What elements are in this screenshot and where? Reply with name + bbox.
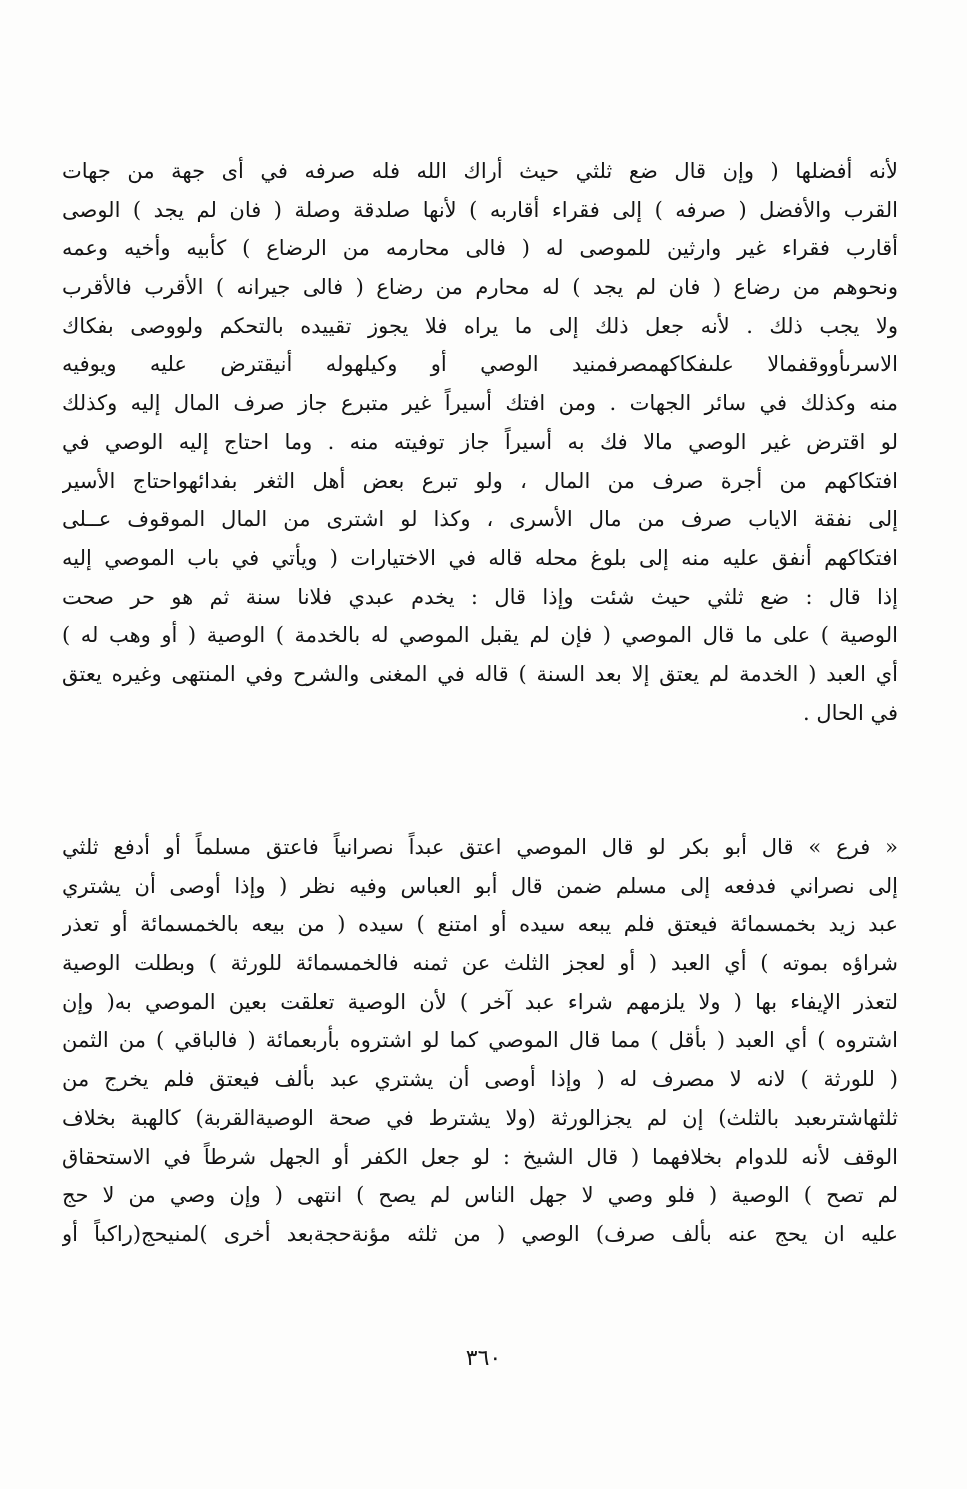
- text-line: عليه ان يحج عنه بألف صرف) الوصي ( من ثلثه مؤنةحجةبعد أخرى )لمنيحج(راكباً أو: [62, 1221, 898, 1246]
- text-line: إذا قال : ضع ثلثي حيث شئت وإذا قال : يخدم عبدي فلانا سنة ثم هو حر صحت: [62, 584, 898, 609]
- text-line: أي العبد ( الخدمة لم يعتق إلا بعد السنة ) قاله في المغنى والشرح وفي المنتهى وغيره يعتق: [62, 661, 898, 686]
- text-line: لو اقترض غير الوصي مالا فك به أسيراً جاز توفيته منه . وما احتاج إليه الوصي في: [62, 429, 898, 454]
- text-line: لأنه أفضلها ( وإن قال ضع ثلثي حيث أراك الله فله صرفه في أى جهة من جهات: [62, 159, 898, 183]
- text-line: لتعذر الإيفاء بها ( ولا يلزمهم شراء عبد آخر ) لأن الوصية تعلقت بعين الموصي به( وإن: [62, 989, 898, 1014]
- text-line: ثلثهاشترىعبد بالثلث) إن لم يجزالورثة (ولا يشترط في صحة الوصيةالقربة) كالهبة بخلاف: [62, 1105, 898, 1130]
- text-line: ونحوهم من رضاع ( فان لم يجد ) له محارم من رضاع ( فالى جيرانه ) الأقرب فالأقرب: [62, 275, 898, 300]
- page-number: ٣٦٠: [465, 1346, 502, 1371]
- text-line: أقارب فقراء غير وارثين للموصى له ( فالى محارمه من الرضاع ) كأبيه وأخيه وعمه: [62, 236, 898, 261]
- text-line: الاسرىأووقفمالا علىفكاكهمصرفمنيد الوصي أو وكيلهوله أنيقترض عليه ويوفيه: [62, 352, 898, 377]
- paragraph-1: [62, 152, 898, 732]
- text-line: افتكاكهم من أجرة صرف من المال ، ولو تبرع بعض أهل الثغر بفدائهواحتاج الأسير: [62, 468, 898, 493]
- text-line: اشتروه ) أي العبد ( بأقل ) مما قال الموصي كما لو اشتروه بأربعمائة ( فالباقي ) من الثمن: [62, 1028, 898, 1053]
- text-line: ولا يجب ذلك . لأنه جعل ذلك إلى ما يراه فلا يجوز تقييده بالتحكم ولووصى بفكاك: [62, 313, 898, 338]
- text-line: شراؤه بموته ) أي العبد ( أو لعجز الثلث عن ثمنه فالخمسمائة للورثة ) وبطلت الوصية: [62, 951, 898, 976]
- text-line: الوقف لأنه للدوام بخلافهما ( قال الشيخ : لو جعل الكفر أو الجهل شرطاً في الاستحقاق: [62, 1144, 898, 1169]
- text-line: الوصية ) على ما قال الموصي ( فإن لم يقبل الموصي له بالخدمة ) الوصية ( أو وهب له ): [62, 623, 898, 648]
- text-line: إلى نصراني فدفعه إلى مسلم ضمن قال أبو العباس وفيه نظر ( وإذا أوصى أن يشتري: [62, 873, 898, 898]
- text-line: القرب والأفضل ( صرفه ) إلى فقراء أقاربه ) لأنها صلدقة وصلة ( فان لم يجد ) الوصى: [62, 197, 898, 222]
- text-line: إلى نفقة الاياب صرف من مال الأسرى ، وكذا لو اشترى من المال الموقوف عــلى: [62, 507, 898, 532]
- text-line: في الحال .: [802, 700, 898, 725]
- text-line: « فرع » قال أبو بكر لو قال الموصي اعتق عبداً نصرانياً فاعتق مسلماً أو أدفع ثلثي: [62, 835, 898, 859]
- text-line: عبد زيد بخمسمائة فيعتق فلم يبعه سيده أو امتنع ) سيده ( من بيعه بالخمسمائة أو تعذر: [62, 912, 898, 937]
- text-line: لم تصح ) الوصية ( فلو وصي لا جهل الناس لم يصح ) انتهى ( وإن وصي من لا حج: [62, 1183, 898, 1208]
- text-line: افتكاكهم أنفق عليه منه إلى بلوغ محله قاله في الاختيارات ( ويأتي في باب الموصي إليه: [62, 545, 898, 570]
- text-line: منه وكذلك في سائر الجهات . ومن افتك أسيراً غير متبرع جاز صرف المال إليه وكذلك: [62, 391, 898, 416]
- paragraph-2: [62, 828, 898, 1254]
- text-line: ( للورثة ) لانه لا مصرف له ( وإذا أوصى أن يشتري عبد بألف فيعتق فلم يخرج من: [62, 1067, 898, 1092]
